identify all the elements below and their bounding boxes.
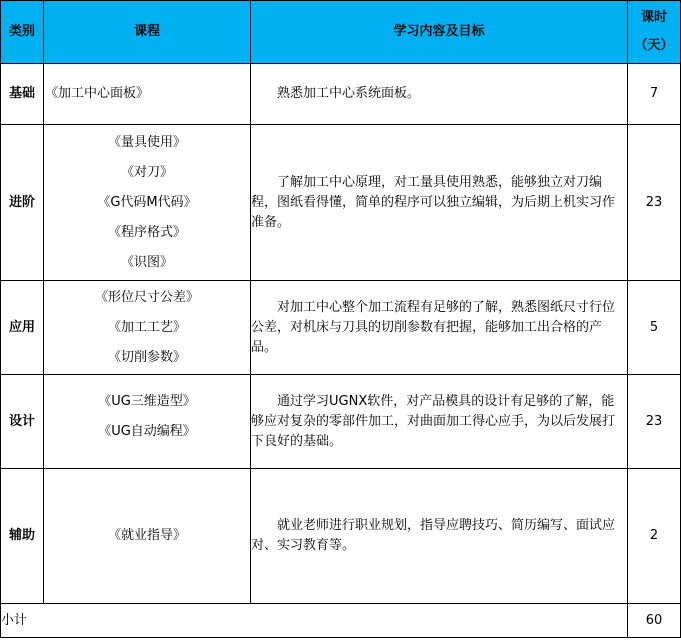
- category-cell: 设计: [1, 375, 44, 469]
- course-item: 《量具使用》: [107, 134, 186, 150]
- header-category: 类别: [1, 1, 44, 64]
- course-item: 《UG自动编程》: [98, 424, 196, 439]
- header-hours-line2: （天）: [634, 38, 674, 53]
- course-item: 《程序格式》: [107, 224, 186, 240]
- category-cell: 应用: [1, 281, 44, 375]
- content-text: 了解加工中心原理，对工量具使用熟悉，能够独立对刀编程，图纸看得懂，简单的程序可以独立编辑，为后期上机实习作准备。: [251, 174, 616, 230]
- table-row-design: [1, 375, 681, 469]
- course-item: 《对刀》: [120, 164, 173, 180]
- subtotal-row: [1, 604, 681, 638]
- header-content: 学习内容及目标: [251, 1, 628, 64]
- header-hours: [628, 1, 681, 64]
- content-text: 对加工中心整个加工流程有足够的了解，熟悉图纸尺寸行位公差，对机床与刀具的切削参数有把握，能够加工出合格的产品。: [251, 299, 616, 355]
- table-row-application: [1, 281, 681, 375]
- content-cell: [251, 469, 628, 604]
- content-text: 熟悉加工中心系统面板。: [277, 86, 421, 101]
- category-cell: 基础: [1, 64, 44, 125]
- course-cell: [44, 375, 251, 469]
- content-text: 就业老师进行职业规划，指导应聘技巧、简历编写、面试应对、实习教育等。: [251, 518, 616, 553]
- course-item: 《加工中心面板》: [45, 86, 150, 101]
- course-item: 《切削参数》: [107, 349, 186, 365]
- course-cell: [44, 64, 251, 125]
- header-course: 课程: [44, 1, 251, 64]
- course-item: 《形位尺寸公差》: [94, 289, 199, 305]
- content-cell: [251, 375, 628, 469]
- subtotal-hours: 60: [628, 604, 681, 638]
- hours-cell: 23: [628, 125, 681, 281]
- course-item: 《UG三维造型》: [98, 394, 196, 409]
- course-cell: [44, 469, 251, 604]
- content-cell: [251, 125, 628, 281]
- header-hours-line1: 课时: [640, 10, 667, 25]
- table-row-support: [1, 469, 681, 604]
- category-cell: 辅助: [1, 469, 44, 604]
- course-cell: [44, 125, 251, 281]
- hours-cell: 23: [628, 375, 681, 469]
- header-row: [1, 1, 681, 64]
- course-item: 《加工工艺》: [107, 319, 186, 335]
- course-item: 《识图》: [120, 254, 173, 270]
- course-cell: [44, 281, 251, 375]
- table-row-basic: [1, 64, 681, 125]
- subtotal-label: 小计: [1, 604, 628, 638]
- course-item: 《就业指导》: [107, 528, 186, 543]
- content-cell: [251, 64, 628, 125]
- hours-cell: 5: [628, 281, 681, 375]
- content-cell: [251, 281, 628, 375]
- category-cell: 进阶: [1, 125, 44, 281]
- content-text: 通过学习UGNX软件，对产品模具的设计有足够的了解，能够应对复杂的零部件加工，对曲面加工得心应手，为以后发展打下良好的基础。: [251, 393, 616, 449]
- hours-cell: 7: [628, 64, 681, 125]
- hours-cell: 2: [628, 469, 681, 604]
- table-row-advanced: [1, 125, 681, 281]
- course-item: 《G代码M代码》: [97, 194, 197, 210]
